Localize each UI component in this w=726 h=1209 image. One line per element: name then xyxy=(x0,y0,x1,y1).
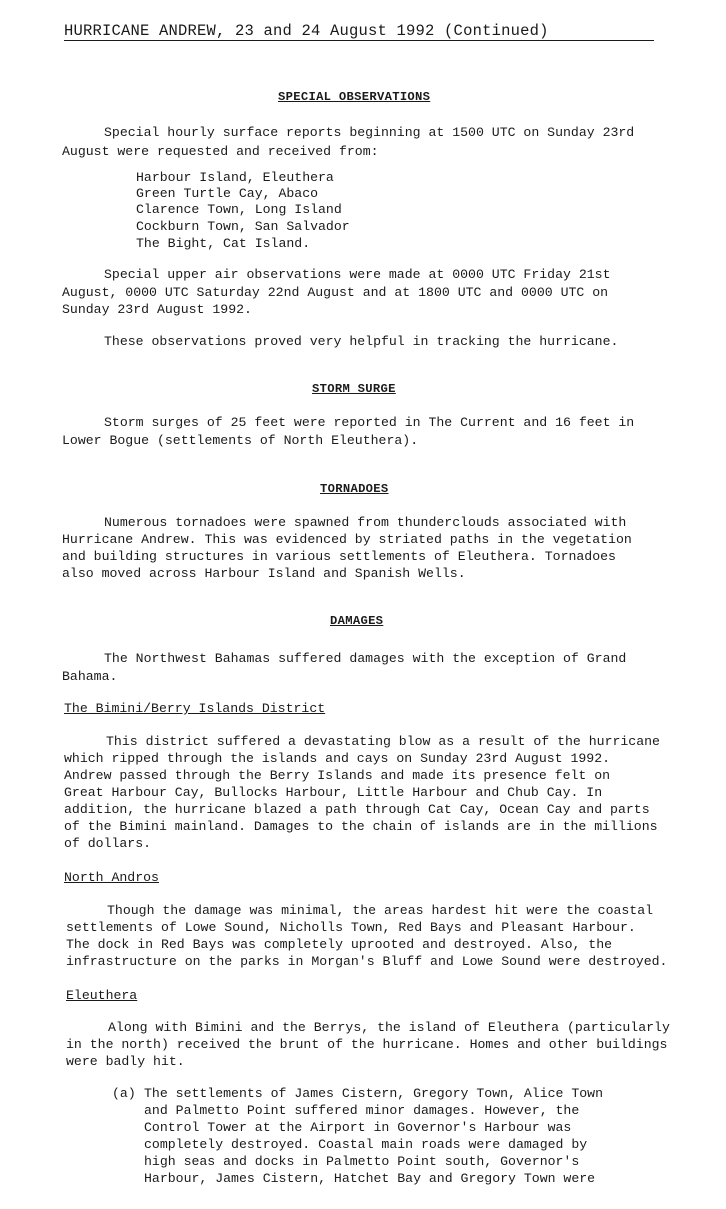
heading-damages: DAMAGES xyxy=(330,614,384,628)
item-a-line: Harbour, James Cistern, Hatchet Bay and Gregory Town were xyxy=(144,1171,596,1186)
heading-special-observations: SPECIAL OBSERVATIONS xyxy=(278,90,431,104)
subheading-eleuthera: Eleuthera xyxy=(66,988,138,1003)
storm-surge-line: Lower Bogue (settlements of North Eleuthera). xyxy=(62,433,419,448)
heading-tornadoes: TORNADOES xyxy=(320,482,389,496)
station-item: Clarence Town, Long Island xyxy=(136,202,342,217)
item-a-line: and Palmetto Point suffered minor damages. However, the xyxy=(144,1103,580,1118)
station-item: Green Turtle Cay, Abaco xyxy=(136,186,319,201)
item-a-line: high seas and docks in Palmetto Point south, Governor's xyxy=(144,1154,580,1169)
tornadoes-line: Hurricane Andrew. This was evidenced by striated paths in the vegetation xyxy=(62,532,632,547)
bimini-line: of the Bimini mainland. Damages to the chain of islands are in the millions xyxy=(64,819,658,834)
damages-line: Bahama. xyxy=(62,669,118,684)
heading-storm-surge: STORM SURGE xyxy=(312,382,396,396)
tornadoes-line: Numerous tornadoes were spawned from thunderclouds associated with xyxy=(104,515,627,530)
eleuthera-line: were badly hit. xyxy=(66,1054,185,1069)
tornadoes-line: and building structures in various settlements of Eleuthera. Tornadoes xyxy=(62,549,616,564)
upper-air-line: August, 0000 UTC Saturday 22nd August and at 1800 UTC and 0000 UTC on xyxy=(62,285,609,300)
special-observations-line: August were requested and received from: xyxy=(62,144,379,159)
north-andros-line: Though the damage was minimal, the areas hardest hit were the coastal xyxy=(107,903,654,918)
bimini-line: addition, the hurricane blazed a path through Cat Cay, Ocean Cay and parts xyxy=(64,802,650,817)
bimini-line: Great Harbour Cay, Bullocks Harbour, Little Harbour and Chub Cay. In xyxy=(64,785,603,800)
item-a-label: (a) xyxy=(112,1086,136,1101)
north-andros-line: settlements of Lowe Sound, Nicholls Town, Red Bays and Pleasant Harbour. xyxy=(66,920,636,935)
station-item: The Bight, Cat Island. xyxy=(136,236,311,251)
eleuthera-line: in the north) received the brunt of the hurricane. Homes and other buildings xyxy=(66,1037,668,1052)
bimini-line: This district suffered a devastating blow as a result of the hurricane xyxy=(106,734,660,749)
subheading-bimini-berry: The Bimini/Berry Islands District xyxy=(64,701,326,716)
upper-air-line: Sunday 23rd August 1992. xyxy=(62,302,252,317)
station-item: Harbour Island, Eleuthera xyxy=(136,170,334,185)
storm-surge-line: Storm surges of 25 feet were reported in The Current and 16 feet in xyxy=(104,415,635,430)
eleuthera-line: Along with Bimini and the Berrys, the island of Eleuthera (particularly xyxy=(108,1020,670,1035)
bimini-line: of dollars. xyxy=(64,836,152,851)
north-andros-line: The dock in Red Bays was completely uprooted and destroyed. Also, the xyxy=(66,937,613,952)
damages-line: The Northwest Bahamas suffered damages with the exception of Grand xyxy=(104,651,627,666)
bimini-line: Andrew passed through the Berry Islands and made its presence felt on xyxy=(64,768,611,783)
bimini-line: which ripped through the islands and cays on Sunday 23rd August 1992. xyxy=(64,751,611,766)
page-header-title: HURRICANE ANDREW, 23 and 24 August 1992 (Continued) xyxy=(64,22,549,40)
tornadoes-line: also moved across Harbour Island and Spanish Wells. xyxy=(62,566,466,581)
north-andros-line: infrastructure on the parks in Morgan's Bluff and Lowe Sound were destroyed. xyxy=(66,954,668,969)
special-observations-line: Special hourly surface reports beginning at 1500 UTC on Sunday 23rd xyxy=(104,125,635,140)
observations-helpful-line: These observations proved very helpful in tracking the hurricane. xyxy=(104,334,619,349)
subheading-north-andros: North Andros xyxy=(64,870,159,885)
station-item: Cockburn Town, San Salvador xyxy=(136,219,350,234)
item-a-line: completely destroyed. Coastal main roads were damaged by xyxy=(144,1137,588,1152)
upper-air-line: Special upper air observations were made at 0000 UTC Friday 21st xyxy=(104,267,611,282)
item-a-line: Control Tower at the Airport in Governor's Harbour was xyxy=(144,1120,572,1135)
item-a-line: The settlements of James Cistern, Gregory Town, Alice Town xyxy=(144,1086,603,1101)
header-rule xyxy=(64,40,654,41)
